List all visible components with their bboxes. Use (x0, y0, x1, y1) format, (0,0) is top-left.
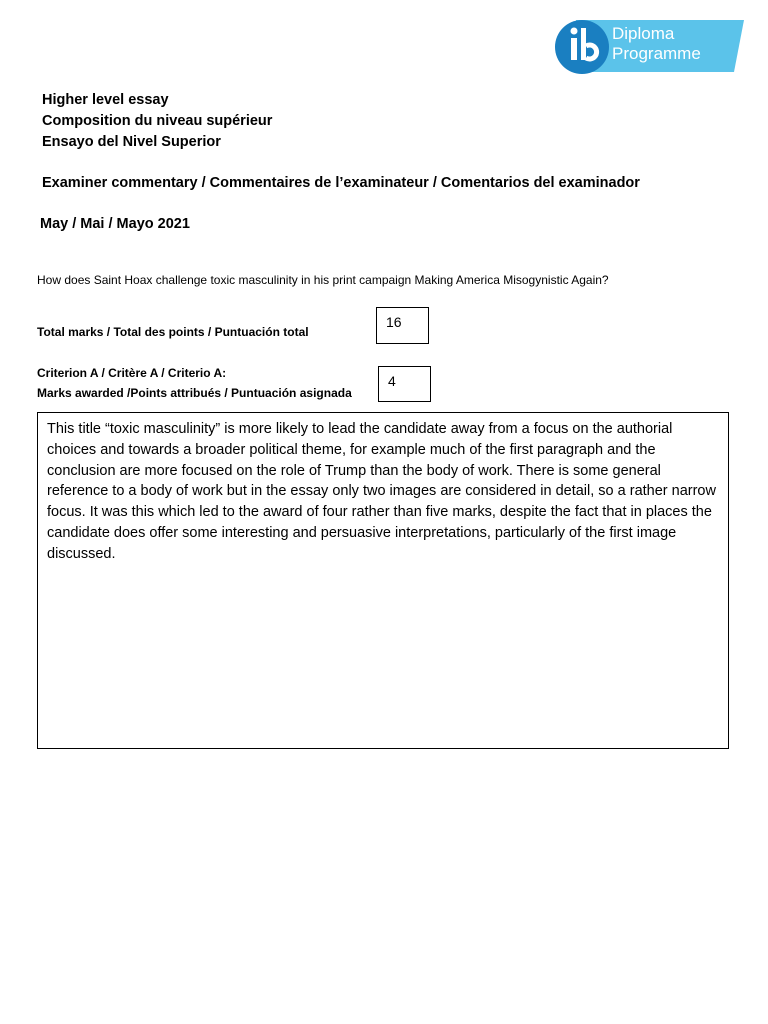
ib-diploma-logo (548, 16, 748, 78)
session-date: May / Mai / Mayo 2021 (40, 216, 190, 232)
essay-question: How does Saint Hoax challenge toxic masculinity in his print campaign Making America Misogynistic Again? (37, 273, 609, 287)
logo-line-2: Programme (612, 44, 701, 63)
commentary-heading: Examiner commentary / Commentaires de l’examinateur / Comentarios del examinador (42, 175, 640, 191)
heading-english: Higher level essay (42, 92, 169, 108)
criterion-marks-box: 4 (378, 366, 431, 402)
total-marks-label: Total marks / Total des points / Puntuación total (37, 325, 309, 339)
examiner-comment-box: This title “toxic masculinity” is more likely to lead the candidate away from a focus on the authorial choices and towards a broader political theme, for example much of the first paragraph and the conclusion are more focused on the role of Trump than the body of work. There is some general reference to a body of work but in the essay only two images are considered in detail, so a rather narrow focus. It was this which led to the award of four rather than five marks, despite the fact that in places the candidate does offer some interesting and persuasive interpretations, particularly of the first image discussed. (37, 412, 729, 749)
criterion-label: Criterion A / Critère A / Criterio A: (37, 366, 227, 380)
heading-french: Composition du niveau supérieur (42, 113, 273, 129)
total-marks-box: 16 (376, 307, 429, 344)
heading-spanish: Ensayo del Nivel Superior (42, 134, 221, 150)
logo-text (612, 24, 701, 64)
logo-line-1: Diploma (612, 24, 675, 43)
marks-awarded-label: Marks awarded /Points attribués / Puntuación asignada (37, 386, 352, 400)
